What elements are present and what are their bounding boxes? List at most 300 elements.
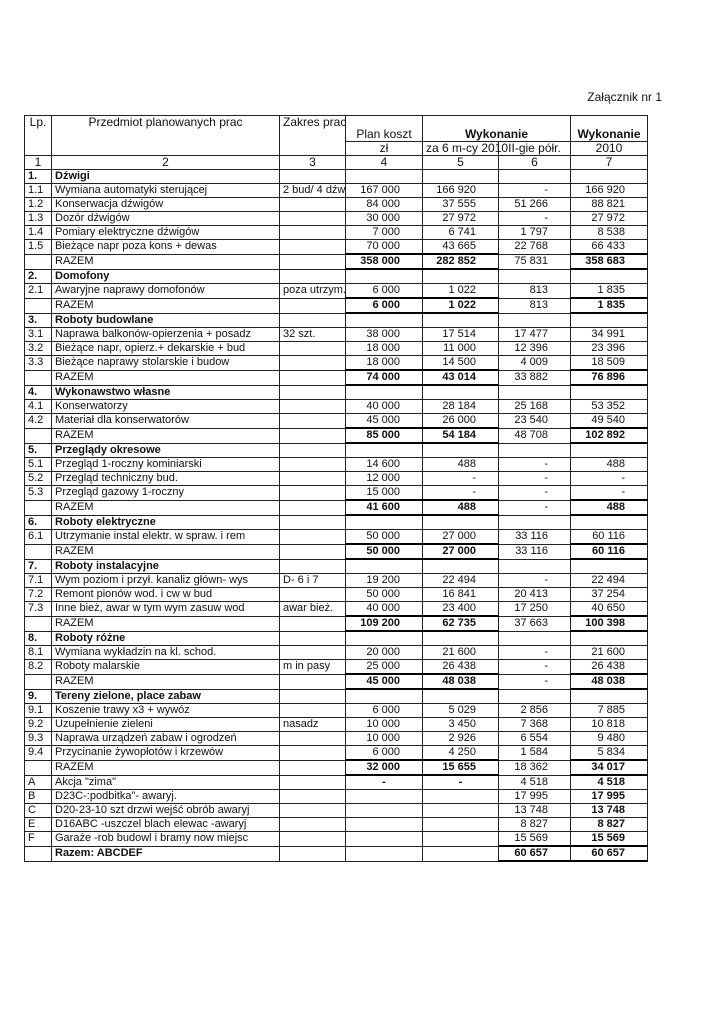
extra-description: D20-23-10 szt drzwi wejść obrób awaryj (52, 804, 280, 818)
extra-description: Akcja "zima" (52, 775, 280, 790)
executed-2010: 26 438 (571, 660, 648, 675)
executed-2010: 27 972 (571, 212, 648, 226)
total-label: RAZEM (52, 674, 280, 689)
item-row (25, 486, 648, 501)
item-row (25, 660, 648, 675)
empty-cell (423, 689, 499, 704)
executed-2010: 53 352 (571, 400, 648, 414)
empty-cell (280, 254, 346, 269)
extra-executed-h2: 15 569 (499, 832, 571, 847)
executed-2010: 1 835 (571, 284, 648, 299)
total-executed-6m: 488 (423, 500, 499, 515)
section-header-row (25, 631, 648, 646)
total-executed-h2: 37 663 (499, 616, 571, 631)
item-row (25, 284, 648, 299)
total-executed-h2: 48 708 (499, 428, 571, 443)
executed-h2: 33 116 (499, 530, 571, 545)
total-label: RAZEM (52, 370, 280, 385)
extra-description: D23C-:podbitka"- awaryj. (52, 790, 280, 804)
executed-6m: 43 665 (423, 240, 499, 255)
empty-cell (280, 631, 346, 646)
item-description: Dozór dźwigów (52, 212, 280, 226)
empty-cell (25, 616, 52, 631)
item-row (25, 602, 648, 617)
extras-total-h2: 60 657 (499, 846, 571, 861)
extra-letter: B (25, 790, 52, 804)
item-number: 7.1 (25, 574, 52, 588)
total-executed-h2: - (499, 500, 571, 515)
plan-cost: 40 000 (346, 602, 423, 617)
empty-cell (346, 170, 423, 184)
item-scope (280, 342, 346, 356)
empty-cell (346, 689, 423, 704)
item-row (25, 458, 648, 472)
section-header-row (25, 559, 648, 574)
extra-plan (346, 818, 423, 832)
executed-2010: 10 818 (571, 718, 648, 732)
total-executed-6m: 282 852 (423, 254, 499, 269)
executed-h2: 17 250 (499, 602, 571, 617)
total-executed-2010: 102 892 (571, 428, 648, 443)
plan-cost: 6 000 (346, 704, 423, 718)
executed-2010: 5 834 (571, 746, 648, 761)
empty-cell (499, 269, 571, 284)
executed-2010: 166 920 (571, 184, 648, 198)
item-scope (280, 414, 346, 429)
col-num: 2 (52, 156, 280, 170)
header-lp: Lp. (25, 116, 52, 156)
executed-h2: 1 584 (499, 746, 571, 761)
section-total-row (25, 298, 648, 313)
table-body (25, 116, 648, 862)
header-unit: zł (346, 142, 423, 156)
item-description: Koszenie trawy x3 + wywóz (52, 704, 280, 718)
extra-executed-h2: 4 518 (499, 775, 571, 790)
executed-h2: - (499, 458, 571, 472)
plan-cost: 38 000 (346, 328, 423, 342)
extra-plan: - (346, 775, 423, 790)
total-label: RAZEM (52, 428, 280, 443)
item-row (25, 212, 648, 226)
executed-h2: 7 368 (499, 718, 571, 732)
item-row (25, 472, 648, 486)
extra-plan (346, 790, 423, 804)
empty-cell (280, 616, 346, 631)
total-executed-2010: 358 683 (571, 254, 648, 269)
section-header-row (25, 313, 648, 328)
empty-cell (280, 832, 346, 847)
executed-h2: 6 554 (499, 732, 571, 746)
section-header-row (25, 689, 648, 704)
plan-cost: 84 000 (346, 198, 423, 212)
item-row (25, 746, 648, 761)
item-description: Roboty malarskie (52, 660, 280, 675)
empty-cell (280, 500, 346, 515)
item-number: 9.1 (25, 704, 52, 718)
empty-cell (571, 515, 648, 530)
extra-letter: C (25, 804, 52, 818)
section-number: 4. (25, 385, 52, 400)
section-title: Tereny zielone, place zabaw (52, 689, 280, 704)
column-number-row (25, 156, 648, 170)
plan-cost: 12 000 (346, 472, 423, 486)
total-executed-2010: 34 017 (571, 760, 648, 775)
item-row (25, 588, 648, 602)
empty-cell (423, 631, 499, 646)
empty-cell (280, 443, 346, 458)
item-number: 9.2 (25, 718, 52, 732)
executed-2010: 66 433 (571, 240, 648, 255)
plan-cost: 14 600 (346, 458, 423, 472)
total-executed-2010: 48 038 (571, 674, 648, 689)
item-scope (280, 646, 346, 660)
attachment-label: Załącznik nr 1 (587, 90, 662, 104)
total-executed-6m: 15 655 (423, 760, 499, 775)
item-scope (280, 240, 346, 255)
executed-6m: 14 500 (423, 356, 499, 371)
item-description: Przegląd gazowy 1-roczny (52, 486, 280, 501)
executed-6m: 37 555 (423, 198, 499, 212)
executed-h2: - (499, 660, 571, 675)
item-description: Utrzymanie instal elektr. w spraw. i rem (52, 530, 280, 545)
empty-cell (280, 370, 346, 385)
header-iigie: II-gie półr. (499, 142, 571, 156)
item-row (25, 328, 648, 342)
executed-h2: - (499, 574, 571, 588)
executed-h2: - (499, 472, 571, 486)
item-number: 5.1 (25, 458, 52, 472)
empty-cell (280, 846, 346, 861)
item-row (25, 646, 648, 660)
plan-cost: 50 000 (346, 530, 423, 545)
plan-cost: 7 000 (346, 226, 423, 240)
section-title: Roboty instalacyjne (52, 559, 280, 574)
section-number: 5. (25, 443, 52, 458)
item-description: Wym poziom i przył. kanaliz główn- wys (52, 574, 280, 588)
empty-cell (423, 515, 499, 530)
plan-cost: 18 000 (346, 342, 423, 356)
extra-executed-2010: 15 569 (571, 832, 648, 847)
extra-letter: A (25, 775, 52, 790)
empty-cell (423, 846, 499, 861)
total-plan: 45 000 (346, 674, 423, 689)
extra-row (25, 775, 648, 790)
plan-cost: 40 000 (346, 400, 423, 414)
empty-cell (423, 269, 499, 284)
item-row (25, 400, 648, 414)
executed-6m: 1 022 (423, 284, 499, 299)
header-przedmiot: Przedmiot planowanych prac (52, 116, 280, 156)
item-row (25, 530, 648, 545)
header-plan: Plan koszt (346, 116, 423, 142)
item-description: Bieżące napr, opierz.+ dekarskie + bud (52, 342, 280, 356)
item-scope: 2 bud/ 4 dźw (280, 184, 346, 198)
executed-6m: - (423, 486, 499, 501)
section-total-row (25, 674, 648, 689)
total-executed-2010: 60 116 (571, 544, 648, 559)
item-number: 3.2 (25, 342, 52, 356)
total-label: RAZEM (52, 616, 280, 631)
plan-cost: 167 000 (346, 184, 423, 198)
executed-2010: 488 (571, 458, 648, 472)
empty-cell (571, 631, 648, 646)
empty-cell (571, 443, 648, 458)
extra-row (25, 790, 648, 804)
empty-cell (25, 254, 52, 269)
item-number: 1.2 (25, 198, 52, 212)
empty-cell (571, 170, 648, 184)
extra-letter: E (25, 818, 52, 832)
executed-h2: 20 413 (499, 588, 571, 602)
executed-h2: 51 266 (499, 198, 571, 212)
item-description: Inne bież, awar w tym wym zasuw wod (52, 602, 280, 617)
item-description: Wymiana automatyki sterującej (52, 184, 280, 198)
executed-6m: 21 600 (423, 646, 499, 660)
item-scope (280, 212, 346, 226)
empty-cell (423, 385, 499, 400)
item-scope (280, 486, 346, 501)
empty-cell (499, 515, 571, 530)
section-total-row (25, 616, 648, 631)
plan-cost: 45 000 (346, 414, 423, 429)
empty-cell (571, 385, 648, 400)
executed-2010: - (571, 486, 648, 501)
item-scope: poza utrzym. (280, 284, 346, 299)
executed-h2: 813 (499, 284, 571, 299)
empty-cell (571, 689, 648, 704)
executed-6m: 27 000 (423, 530, 499, 545)
item-description: Pomiary elektryczne dźwigów (52, 226, 280, 240)
extra-executed-h2: 8 827 (499, 818, 571, 832)
empty-cell (499, 170, 571, 184)
total-label: RAZEM (52, 760, 280, 775)
item-description: Przegląd techniczny bud. (52, 472, 280, 486)
plan-cost: 10 000 (346, 732, 423, 746)
plan-cost: 10 000 (346, 718, 423, 732)
header-wykonanie-2: Wykonanie (571, 116, 648, 142)
executed-6m: 5 029 (423, 704, 499, 718)
total-executed-2010: 488 (571, 500, 648, 515)
extras-total-row (25, 846, 648, 861)
section-title: Roboty różne (52, 631, 280, 646)
item-description: Naprawa urządzeń zabaw i ogrodzeń (52, 732, 280, 746)
empty-cell (280, 775, 346, 790)
item-scope: D- 6 i 7 (280, 574, 346, 588)
cost-plan-table (24, 115, 648, 862)
total-plan: 74 000 (346, 370, 423, 385)
executed-2010: 22 494 (571, 574, 648, 588)
executed-2010: 40 650 (571, 602, 648, 617)
extra-executed-2010: 8 827 (571, 818, 648, 832)
empty-cell (280, 818, 346, 832)
item-row (25, 356, 648, 371)
item-number: 4.2 (25, 414, 52, 429)
empty-cell (346, 559, 423, 574)
total-executed-2010: 100 398 (571, 616, 648, 631)
item-row (25, 574, 648, 588)
item-number: 8.1 (25, 646, 52, 660)
total-label: RAZEM (52, 500, 280, 515)
empty-cell (25, 760, 52, 775)
extra-description: Garaże -rob budowl i bramy now miejsc (52, 832, 280, 847)
empty-cell (280, 544, 346, 559)
empty-cell (346, 515, 423, 530)
empty-cell (499, 631, 571, 646)
section-total-row (25, 428, 648, 443)
executed-6m: 2 926 (423, 732, 499, 746)
section-header-row (25, 385, 648, 400)
total-label: RAZEM (52, 544, 280, 559)
section-number: 9. (25, 689, 52, 704)
item-number: 3.3 (25, 356, 52, 371)
extra-row (25, 818, 648, 832)
executed-h2: - (499, 212, 571, 226)
section-title: Domofony (52, 269, 280, 284)
section-number: 6. (25, 515, 52, 530)
executed-h2: - (499, 184, 571, 198)
item-scope (280, 732, 346, 746)
empty-cell (423, 559, 499, 574)
section-title: Roboty elektryczne (52, 515, 280, 530)
executed-h2: - (499, 646, 571, 660)
empty-cell (280, 689, 346, 704)
item-number: 1.3 (25, 212, 52, 226)
extra-executed-6m (423, 790, 499, 804)
item-number: 2.1 (25, 284, 52, 299)
item-scope: m in pasy (280, 660, 346, 675)
item-number: 6.1 (25, 530, 52, 545)
executed-2010: 34 991 (571, 328, 648, 342)
item-scope (280, 198, 346, 212)
empty-cell (280, 515, 346, 530)
item-description: Awaryjne naprawy domofonów (52, 284, 280, 299)
total-executed-h2: 33 116 (499, 544, 571, 559)
executed-6m: 26 438 (423, 660, 499, 675)
extra-row (25, 804, 648, 818)
empty-cell (499, 313, 571, 328)
item-description: Remont pionów wod. i cw w bud (52, 588, 280, 602)
item-scope (280, 704, 346, 718)
item-row (25, 198, 648, 212)
executed-h2: 23 540 (499, 414, 571, 429)
item-description: Przegląd 1-roczny kominiarski (52, 458, 280, 472)
empty-cell (571, 269, 648, 284)
item-scope: 32 szt. (280, 328, 346, 342)
extra-plan (346, 804, 423, 818)
executed-2010: 49 540 (571, 414, 648, 429)
item-number: 1.5 (25, 240, 52, 255)
empty-cell (25, 544, 52, 559)
item-number: 9.4 (25, 746, 52, 761)
empty-cell (280, 385, 346, 400)
total-executed-h2: 813 (499, 298, 571, 313)
item-number: 7.2 (25, 588, 52, 602)
empty-cell (25, 370, 52, 385)
total-executed-6m: 62 735 (423, 616, 499, 631)
item-number: 7.3 (25, 602, 52, 617)
total-plan: 32 000 (346, 760, 423, 775)
section-total-row (25, 544, 648, 559)
item-row (25, 342, 648, 356)
section-title: Roboty budowlane (52, 313, 280, 328)
item-number: 9.3 (25, 732, 52, 746)
extra-executed-6m (423, 818, 499, 832)
extra-description: D16ABC -uszczel blach elewac -awaryj (52, 818, 280, 832)
executed-2010: 37 254 (571, 588, 648, 602)
item-row (25, 226, 648, 240)
executed-h2: - (499, 486, 571, 501)
plan-cost: 20 000 (346, 646, 423, 660)
empty-cell (346, 846, 423, 861)
empty-cell (25, 674, 52, 689)
item-number: 5.3 (25, 486, 52, 501)
executed-h2: 2 856 (499, 704, 571, 718)
empty-cell (346, 385, 423, 400)
executed-6m: 3 450 (423, 718, 499, 732)
total-executed-h2: 75 831 (499, 254, 571, 269)
item-number: 4.1 (25, 400, 52, 414)
executed-6m: 27 972 (423, 212, 499, 226)
plan-cost: 19 200 (346, 574, 423, 588)
section-total-row (25, 254, 648, 269)
item-description: Wymiana wykładzin na kl. schod. (52, 646, 280, 660)
plan-cost: 30 000 (346, 212, 423, 226)
extra-executed-6m (423, 804, 499, 818)
item-description: Bieżące napr poza kons + dewas (52, 240, 280, 255)
item-description: Konserwatorzy (52, 400, 280, 414)
plan-cost: 15 000 (346, 486, 423, 501)
plan-cost: 6 000 (346, 746, 423, 761)
section-title: Wykonawstwo własne (52, 385, 280, 400)
header-wykonanie-1: Wykonanie (423, 116, 571, 142)
total-executed-6m: 48 038 (423, 674, 499, 689)
extra-executed-6m: - (423, 775, 499, 790)
item-description: Konserwacja dźwigów (52, 198, 280, 212)
section-header-row (25, 443, 648, 458)
section-number: 8. (25, 631, 52, 646)
executed-2010: 7 885 (571, 704, 648, 718)
executed-2010: 9 480 (571, 732, 648, 746)
plan-cost: 18 000 (346, 356, 423, 371)
item-description: Materiał dla konserwatorów (52, 414, 280, 429)
empty-cell (499, 559, 571, 574)
section-number: 1. (25, 170, 52, 184)
extra-letter: F (25, 832, 52, 847)
extra-plan (346, 832, 423, 847)
empty-cell (346, 269, 423, 284)
section-header-row (25, 269, 648, 284)
empty-cell (423, 170, 499, 184)
total-label: RAZEM (52, 298, 280, 313)
executed-6m: 16 841 (423, 588, 499, 602)
item-scope (280, 226, 346, 240)
col-num: 3 (280, 156, 346, 170)
empty-cell (423, 443, 499, 458)
item-scope (280, 458, 346, 472)
extras-total-2010: 60 657 (571, 846, 648, 861)
col-num: 5 (423, 156, 499, 170)
item-scope (280, 400, 346, 414)
item-row (25, 732, 648, 746)
section-title: Przeglądy okresowe (52, 443, 280, 458)
empty-cell (280, 760, 346, 775)
item-description: Uzupełnienie zieleni (52, 718, 280, 732)
executed-2010: - (571, 472, 648, 486)
executed-6m: 6 741 (423, 226, 499, 240)
total-executed-2010: 1 835 (571, 298, 648, 313)
executed-h2: 17 477 (499, 328, 571, 342)
item-description: Przycinanie żywopłotów i krzewów (52, 746, 280, 761)
